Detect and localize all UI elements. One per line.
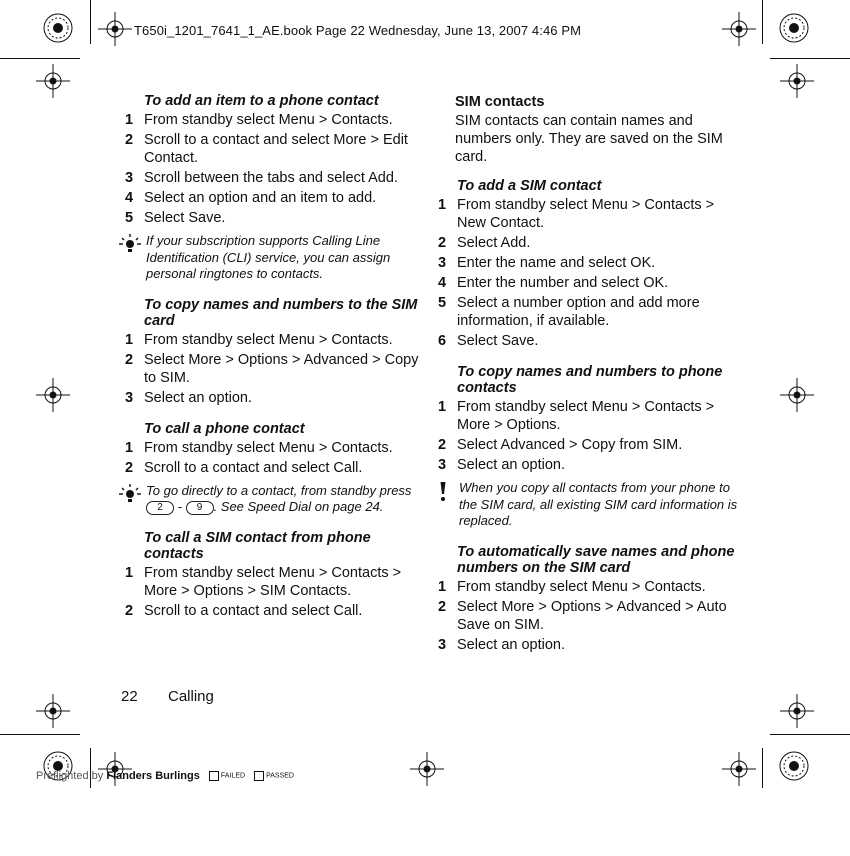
lightbulb-tip-icon <box>117 233 143 257</box>
crop-line <box>0 734 80 735</box>
book-header: T650i_1201_7641_1_AE.book Page 22 Wednesday, June 13, 2007 4:46 PM <box>134 23 582 38</box>
step-list <box>125 439 425 477</box>
checkbox-icon <box>209 771 219 781</box>
step-item: 4 Enter the number and select OK. <box>438 275 669 291</box>
crosshair-target-right-2 <box>780 378 814 412</box>
step-item: 2 Scroll to a contact and select More > Edit Contact. <box>125 132 408 166</box>
checkbox-icon <box>254 771 264 781</box>
crosshair-target-left-1 <box>36 64 70 98</box>
warning-text: When you copy all contacts from your phone to the SIM card, all existing SIM card information is replaced. <box>459 480 738 528</box>
right-column <box>438 93 738 656</box>
step-item: 1 From standby select Menu > Contacts. <box>125 331 393 348</box>
preflight-prefix: Preflighted by <box>36 770 104 782</box>
step-item: 5 Select a number option and add more information, if available. <box>438 295 700 329</box>
crosshair-target-left-3 <box>36 694 70 728</box>
section-heading: To automatically save names and phone numbers on the SIM card <box>457 543 735 576</box>
step-item: 3 Select an option. <box>438 636 566 653</box>
step-item: 3 Select an option. <box>125 389 253 406</box>
section-heading: To copy names and numbers to the SIM card <box>144 296 418 329</box>
failed-label: FAILED <box>220 772 246 780</box>
step-item: 2 Scroll to a contact and select Call. <box>125 459 363 476</box>
step-item: 2 Scroll to a contact and select Call. <box>125 602 363 619</box>
section-name: Calling <box>168 688 214 705</box>
key-9-icon: 9 <box>186 501 214 515</box>
tip-text: If your subscription supports Calling Line Identification (CLI) service, you can assign personal ringtones to contacts. <box>146 233 391 281</box>
page-number: 22 <box>121 688 138 705</box>
step-item: 1 From standby select Menu > Contacts. <box>438 578 706 595</box>
tip-text: To go directly to a contact, from standby press <box>146 482 412 498</box>
crosshair-target-top-2 <box>722 12 756 46</box>
crosshair-target-right-3 <box>780 694 814 728</box>
crop-line <box>762 748 763 788</box>
crosshair-target-top-1 <box>98 12 132 46</box>
step-item: 3 Scroll between the tabs and select Add. <box>125 170 398 186</box>
key-2-icon: 2 <box>146 501 174 515</box>
step-item: 2 Select More > Options > Advanced > Copy to SIM. <box>125 351 419 386</box>
registration-mark-top-right <box>776 10 812 46</box>
crop-line <box>90 748 91 788</box>
step-list <box>438 196 738 350</box>
crosshair-target-left-2 <box>36 378 70 412</box>
crosshair-target-bottom-2 <box>410 752 444 786</box>
tip-note <box>125 233 425 283</box>
step-item: 2 Select More > Options > Advanced > Auto Save on SIM. <box>438 598 727 633</box>
step-item: 2 Select Add. <box>438 235 531 251</box>
step-item: 5 Select Save. <box>125 210 226 226</box>
warning-note <box>438 480 738 530</box>
step-list <box>125 331 425 407</box>
registration-mark-bottom-right <box>776 748 812 784</box>
section-heading: To call a phone contact <box>144 420 305 437</box>
step-item: 1 From standby select Menu > Contacts > More > Options > SIM Contacts. <box>125 564 402 599</box>
sim-contacts-body: SIM contacts can contain names and numbers only. They are saved on the SIM card. <box>455 113 723 165</box>
preflight-brand: Flanders Burlings <box>106 770 200 782</box>
step-item: 1 From standby select Menu > Contacts. <box>125 112 393 128</box>
crop-line <box>770 58 850 59</box>
lightbulb-tip-icon <box>117 483 143 507</box>
tip-note: To go directly to a contact, from standby press 2 - 9 . See Speed Dial on page 24. <box>125 483 425 516</box>
crosshair-target-right-1 <box>780 64 814 98</box>
step-item: 1 From standby select Menu > Contacts > New Contact. <box>438 197 715 231</box>
step-list <box>125 111 425 227</box>
step-item: 4 Select an option and an item to add. <box>125 190 377 206</box>
section-heading: To call a SIM contact from phone contacts <box>144 529 371 562</box>
crosshair-target-bottom-3 <box>722 752 756 786</box>
step-item: 6 Select Save. <box>438 333 539 349</box>
step-item: 1 From standby select Menu > Contacts. <box>125 439 393 456</box>
step-item: 1 From standby select Menu > Contacts > More > Options. <box>438 399 715 433</box>
sim-contacts-title: SIM contacts <box>455 94 545 110</box>
crop-line <box>90 0 91 44</box>
registration-mark-top-left <box>40 10 76 46</box>
step-list <box>125 564 425 620</box>
passed-label: PASSED <box>266 772 294 780</box>
left-column <box>125 93 425 622</box>
step-item: 3 Select an option. <box>438 457 566 473</box>
exclamation-warning-icon <box>430 480 456 504</box>
step-list <box>438 578 738 654</box>
step-item: 2 Select Advanced > Copy from SIM. <box>438 437 683 453</box>
crop-line <box>762 0 763 44</box>
preflight-stamp <box>36 770 294 782</box>
section-heading: To add a SIM contact <box>457 178 602 194</box>
step-item: 3 Enter the name and select OK. <box>438 255 656 271</box>
crop-line <box>770 734 850 735</box>
section-heading: To add an item to a phone contact <box>144 93 379 109</box>
section-heading: To copy names and numbers to phone contacts <box>457 364 723 396</box>
crop-line <box>0 58 80 59</box>
step-list <box>438 398 738 474</box>
